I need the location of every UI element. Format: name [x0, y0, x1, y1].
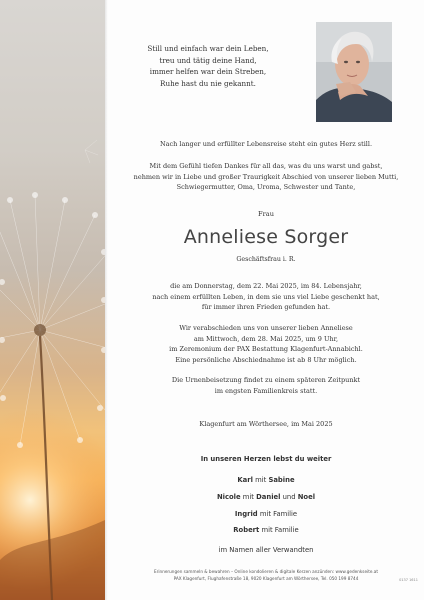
dandelion-illustration — [0, 0, 105, 600]
family-joiner: mit — [252, 476, 269, 484]
family-first-name: Karl — [237, 476, 253, 484]
poem-line: Ruhe hast du nie gekannt. — [160, 78, 256, 88]
thanks-line: nehmen wir in Liebe und großer Traurigkeit Abschied von unserer lieben Mutti, — [133, 172, 399, 181]
death-line: nach einem erfüllten Leben, in dem sie uns viel Liebe geschenkt hat, — [152, 292, 380, 301]
poem-line: Still und einfach war dein Leben, — [147, 44, 269, 53]
ceremony-info — [108, 323, 424, 365]
print-code: 0137 1611 — [399, 578, 418, 582]
death-notice — [108, 281, 424, 313]
family-heading: In unseren Herzen lebst du weiter — [200, 455, 332, 463]
thanks-text — [108, 161, 424, 193]
urn-line: im engsten Familienkreis statt. — [214, 386, 318, 395]
thanks-line: Schwiegermutter, Oma, Uroma, Schwester und Tante, — [176, 183, 356, 192]
deceased-title: Geschäftsfrau i. R. — [236, 256, 296, 263]
relatives-line: im Namen aller Verwandten — [218, 546, 314, 554]
footer-line: Erinnerungen sammeln & bewahren – Online kondolieren & digitale Kerzen anzünden: www.gedenkseite.at — [154, 569, 378, 574]
family-member-karl — [108, 475, 424, 485]
death-line: die am Donnerstag, dem 22. Mai 2025, im 84. Lebensjahr, — [170, 282, 362, 290]
family-second-name: Sabine — [268, 476, 295, 484]
urn-info — [108, 375, 424, 396]
deceased-name: Anneliese Sorger — [183, 226, 349, 248]
family-member-robert — [108, 525, 424, 535]
family-third-name: Noel — [297, 493, 316, 501]
portrait-photo — [316, 22, 392, 122]
footer — [108, 569, 424, 582]
ceremony-line: im Zeremonium der PAX Bestattung Klagenfurt-Annabichl. — [169, 345, 363, 354]
family-second-name: Daniel — [256, 493, 281, 501]
dandelion-sunset-image — [0, 0, 105, 600]
ceremony-line: am Mittwoch, dem 28. Mai 2025, um 9 Uhr, — [193, 334, 339, 343]
family-member-ingrid — [108, 509, 424, 519]
ceremony-line: Wir verabschieden uns von unserer lieben Anneliese — [179, 324, 353, 332]
urn-line: Die Urnenbeisetzung findet zu einem späteren Zeitpunkt — [171, 376, 361, 384]
family-joiner: mit — [240, 493, 257, 501]
place-date-line: Klagenfurt am Wörthersee, im Mai 2025 — [199, 420, 333, 428]
family-joiner: mit Familie — [259, 526, 299, 534]
intro-text — [108, 139, 424, 150]
intro-line: Nach langer und erfüllter Lebensreise steht ein gutes Herz still. — [159, 140, 373, 148]
poem — [108, 43, 308, 89]
salutation: Frau — [258, 210, 274, 218]
family-first-name: Ingrid — [234, 510, 258, 518]
death-line: für immer ihren Frieden gefunden hat. — [201, 303, 331, 312]
thanks-line: Mit dem Gefühl tiefen Dankes für all das, was du uns warst und gabst, — [149, 162, 383, 170]
family-member-nicole — [108, 492, 424, 502]
main-content — [108, 0, 424, 600]
family-first-name: Robert — [233, 526, 260, 534]
poem-line: immer helfen war dein Streben, — [149, 67, 267, 77]
family-joiner: mit Familie — [257, 510, 298, 518]
poem-line: treu und tätig deine Hand, — [159, 55, 257, 65]
portrait-illustration — [316, 22, 392, 122]
place-date — [108, 419, 424, 430]
family-first-name: Nicole — [216, 493, 241, 501]
ceremony-line: Eine persönliche Abschiednahme ist ab 8 Uhr möglich. — [175, 355, 357, 364]
family-joiner: und — [280, 493, 298, 501]
footer-line: PAX Klagenfurt, Flughafenstraße 18, 9020 Klagenfurt am Wörthersee, Tel. 050 199 8744 — [173, 575, 359, 581]
